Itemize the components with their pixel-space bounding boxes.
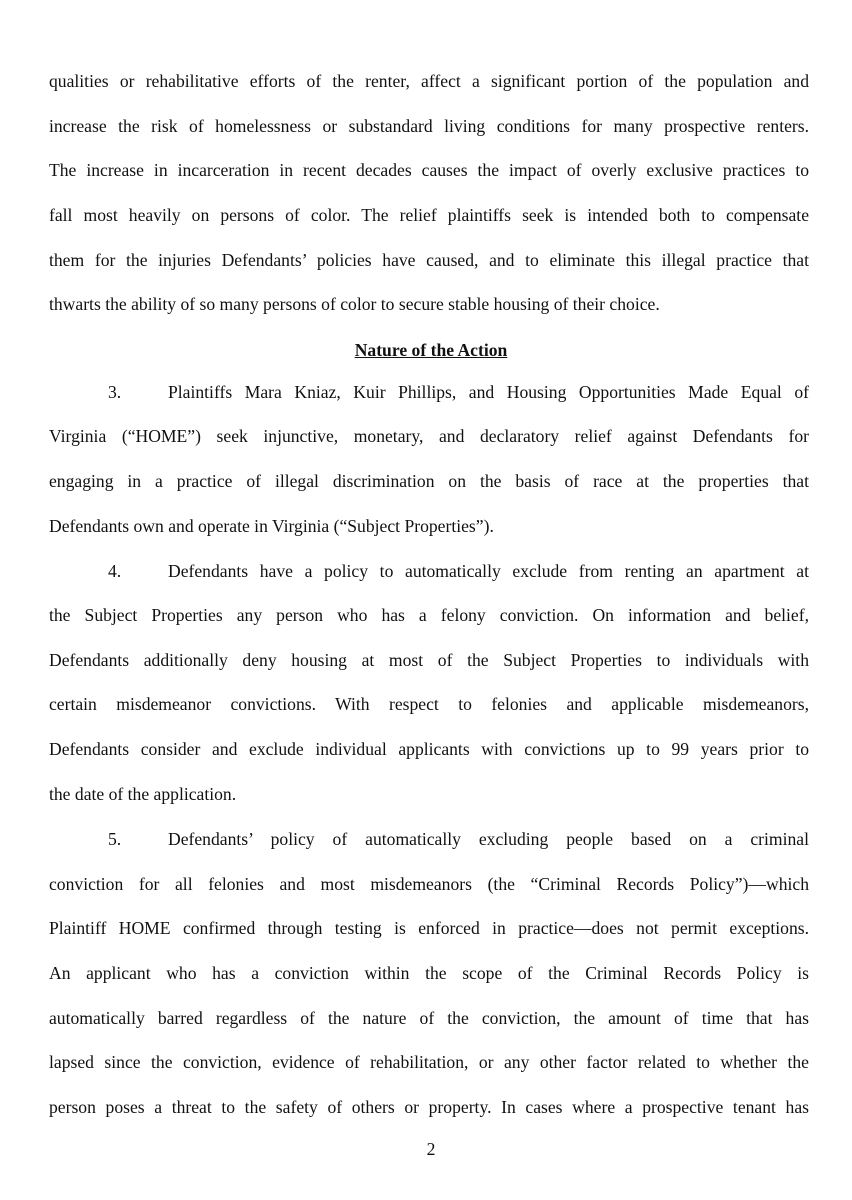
paragraph-number: 5. [108,829,122,849]
page-number: 2 [426,1139,436,1159]
paragraph-line: automatically barred regardless of the nature of the conviction, the amount of time that has [49,1008,809,1028]
intro-line: The increase in incarceration in recent decades causes the impact of overly exclusive practices to [49,160,809,180]
paragraph-first-line: Defendants’ policy of automatically excluding people based on a criminal [168,829,809,849]
paragraph-line: person poses a threat to the safety of others or property. In cases where a prospective tenant has [49,1097,809,1117]
intro-line: thwarts the ability of so many persons of color to secure stable housing of their choice. [49,294,660,314]
paragraph-line: Defendants own and operate in Virginia (“Subject Properties”). [49,516,494,536]
section-heading: Nature of the Action [354,340,508,360]
paragraph-line: lapsed since the conviction, evidence of rehabilitation, or any other factor related to whether the [49,1052,809,1072]
paragraph-line: An applicant who has a conviction within the scope of the Criminal Records Policy is [49,963,809,983]
paragraph-line: Virginia (“HOME”) seek injunctive, monetary, and declaratory relief against Defendants for [49,426,809,446]
paragraph-line: the Subject Properties any person who has a felony conviction. On information and belief, [49,605,809,625]
intro-line: qualities or rehabilitative efforts of the renter, affect a significant portion of the population and [49,71,809,91]
intro-line: fall most heavily on persons of color. The relief plaintiffs seek is intended both to compensate [49,205,809,225]
paragraph-first-line: Defendants have a policy to automatically exclude from renting an apartment at [168,561,809,581]
intro-line: increase the risk of homelessness or substandard living conditions for many prospective renters. [49,116,809,136]
paragraph-line: Defendants consider and exclude individual applicants with convictions up to 99 years prior to [49,739,809,759]
paragraph-line: the date of the application. [49,784,237,804]
intro-line: them for the injuries Defendants’ policies have caused, and to eliminate this illegal practice that [49,250,809,270]
paragraph-line: certain misdemeanor convictions. With respect to felonies and applicable misdemeanors, [49,694,809,714]
paragraph-line: Defendants additionally deny housing at most of the Subject Properties to individuals with [49,650,809,670]
paragraph-line: Plaintiff HOME confirmed through testing is enforced in practice—does not permit exceptions. [49,918,809,938]
paragraph-line: conviction for all felonies and most misdemeanors (the “Criminal Records Policy”)—which [49,874,809,894]
paragraph-line: engaging in a practice of illegal discrimination on the basis of race at the properties that [49,471,809,491]
paragraph-first-line: Plaintiffs Mara Kniaz, Kuir Phillips, and Housing Opportunities Made Equal of [168,382,809,402]
paragraph-number: 4. [108,561,122,581]
paragraph-number: 3. [108,382,122,402]
